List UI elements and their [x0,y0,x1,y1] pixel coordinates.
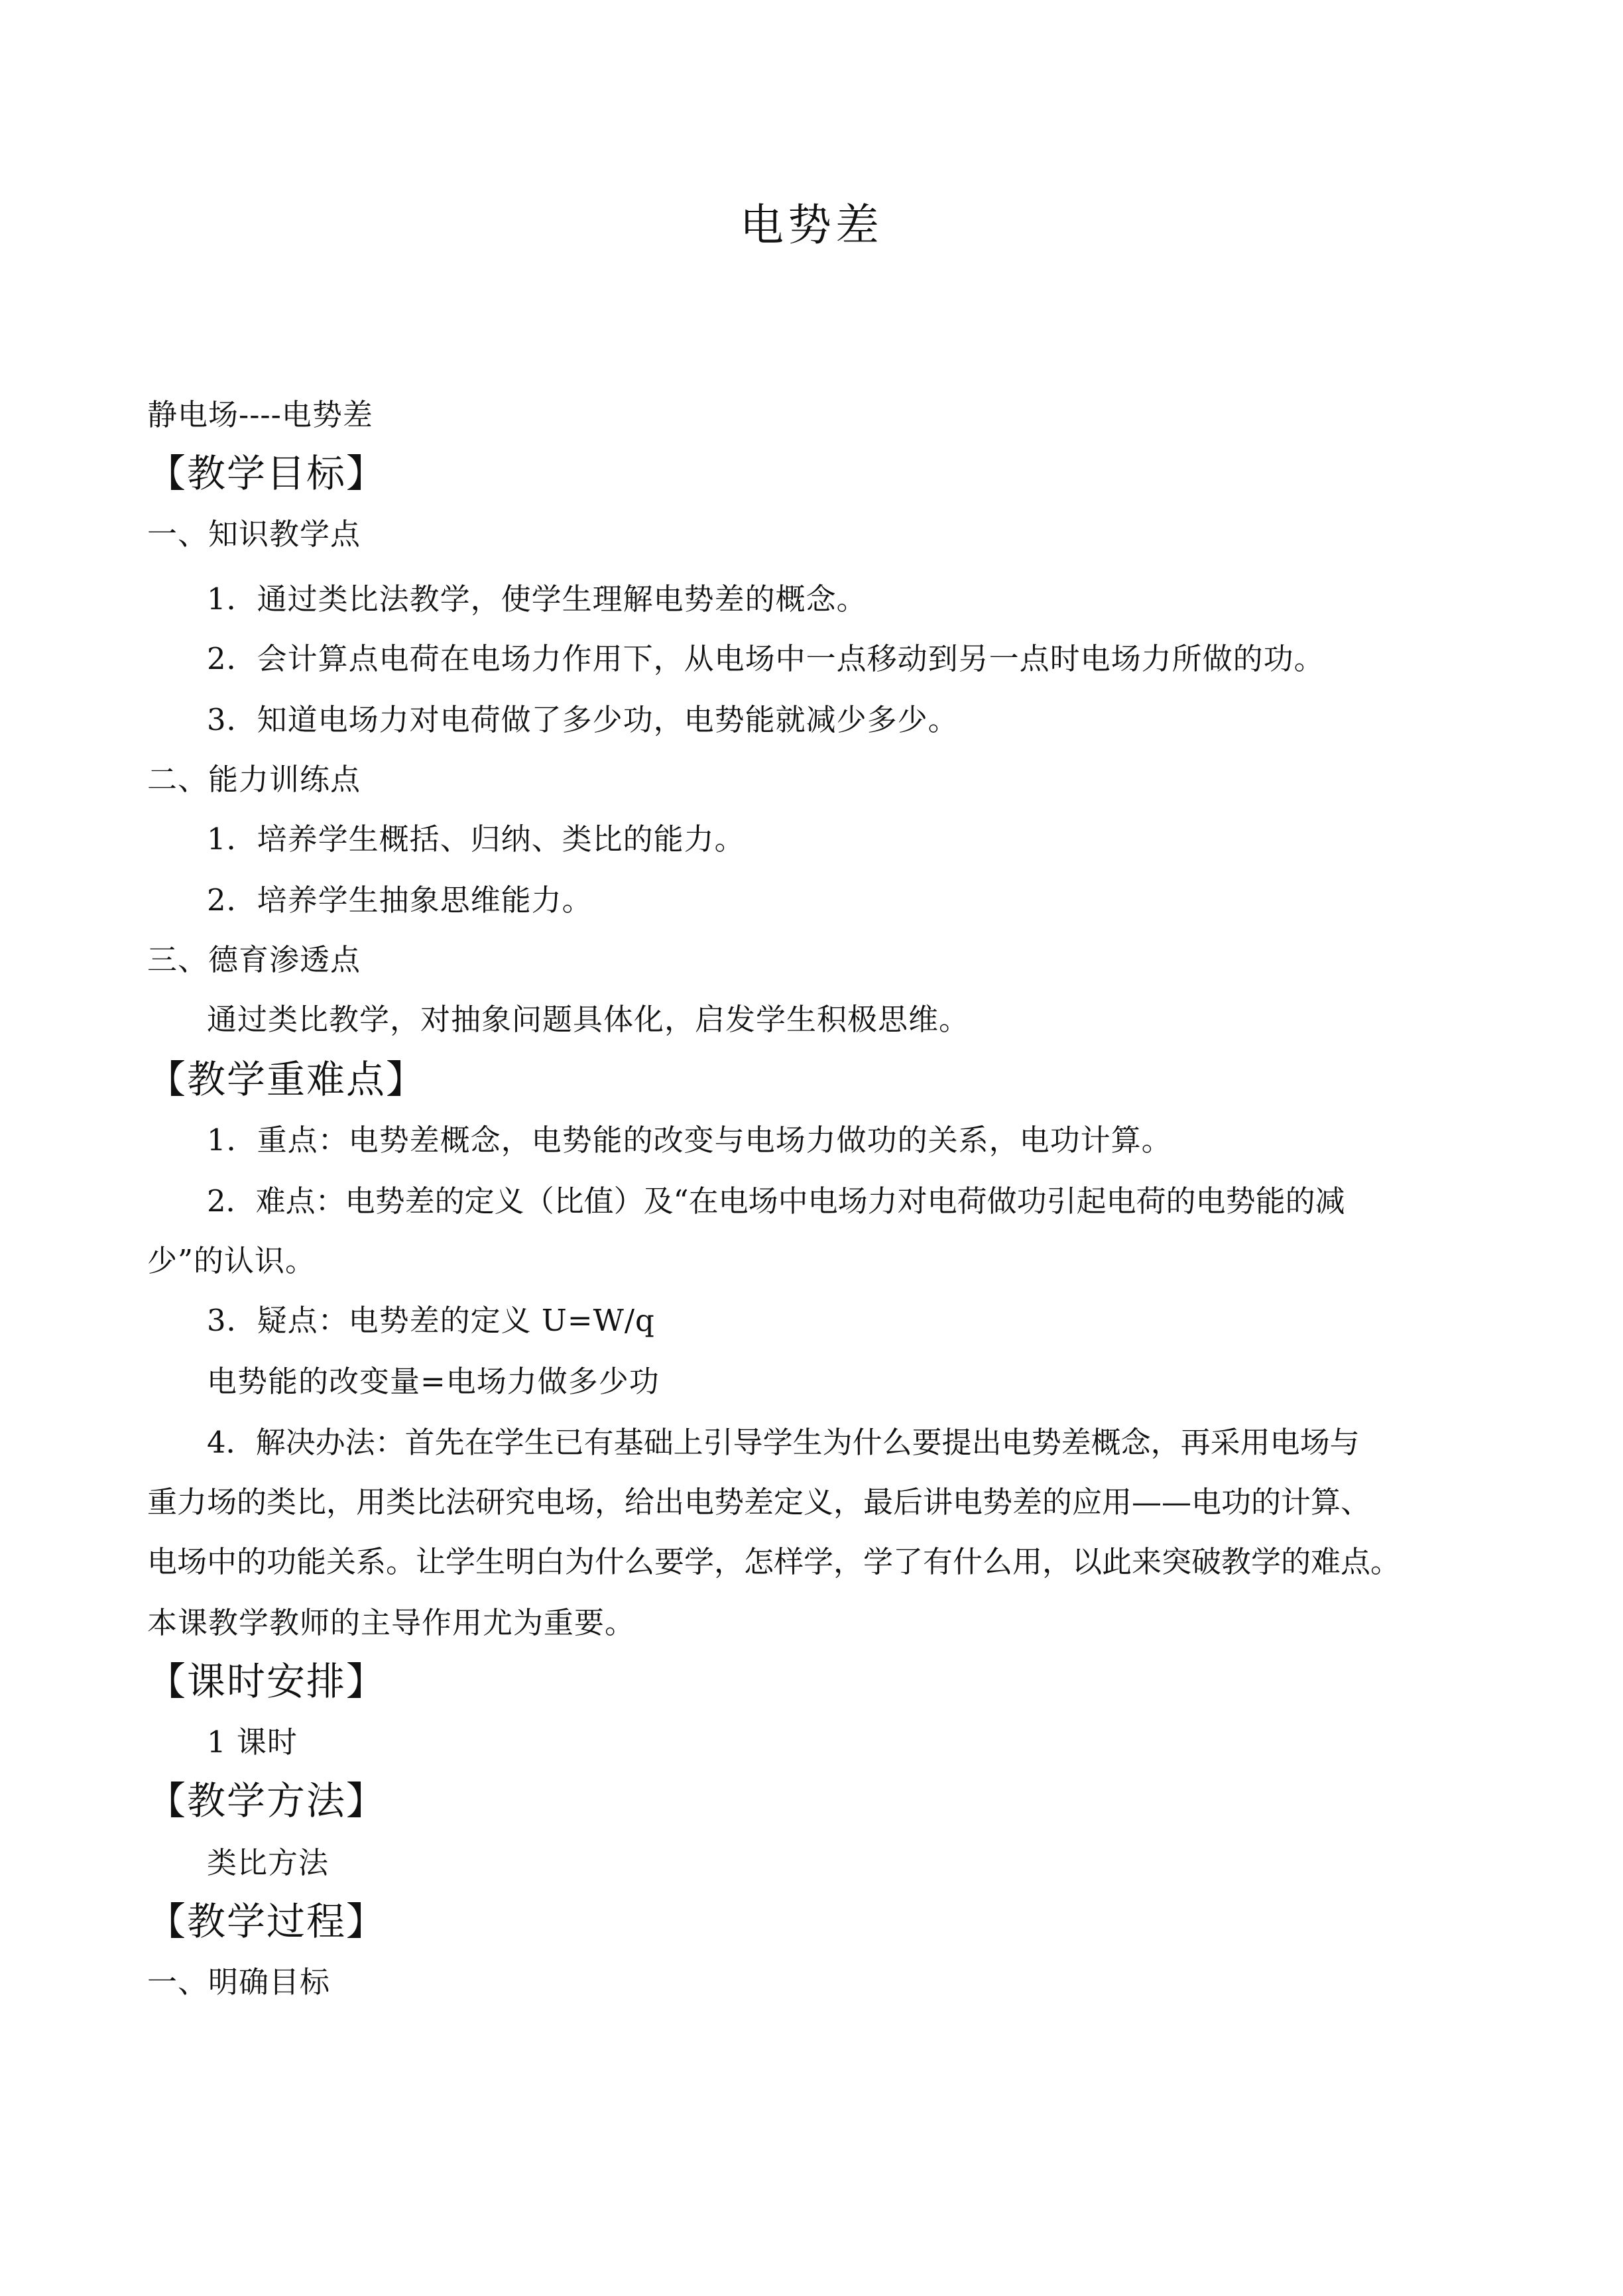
knowledge-item-3: 3．知道电场力对电荷做了多少功，电势能就减少多少。 [207,702,959,737]
key-point-item-4-line-2: 重力场的类比，用类比法研究电场，给出电势差定义，最后讲电势差的应用——电功的计算、 [147,1484,1371,1520]
moral-text: 通过类比教学，对抽象问题具体化，启发学生积极思维。 [207,1002,970,1037]
section-heading-objectives: 【教学目标】 [147,451,387,496]
ability-item-2: 2．培养学生抽象思维能力。 [207,882,593,918]
page-title: 电势差 [740,200,883,251]
ability-item-1: 1．培养学生概括、归纳、类比的能力。 [207,821,745,857]
schedule-text: 1 课时 [207,1724,298,1760]
subsection-heading-ability: 二、能力训练点 [147,762,361,797]
key-point-item-2-line-2: 少”的认识。 [147,1243,316,1278]
key-point-item-4-line-4: 本课教学教师的主导作用尤为重要。 [147,1605,636,1640]
key-point-item-4-line-1: 4．解决办法：首先在学生已有基础上引导学生为什么要提出电势差概念，再采用电场与 [207,1425,1360,1460]
section-heading-key-points: 【教学重难点】 [147,1057,426,1102]
key-point-item-3-sub: 电势能的改变量=电场力做多少功 [207,1364,660,1399]
section-heading-schedule: 【课时安排】 [147,1659,387,1704]
key-point-item-4-line-3: 电场中的功能关系。让学生明白为什么要学，怎样学，学了有什么用，以此来突破教学的难点。 [147,1544,1401,1579]
subsection-heading-moral: 三、德育渗透点 [147,942,361,977]
subsection-heading-knowledge: 一、知识教学点 [147,516,361,552]
process-step-1: 一、明确目标 [147,1964,331,2000]
section-heading-method: 【教学方法】 [147,1778,387,1823]
method-text: 类比方法 [207,1845,330,1880]
key-point-item-2-line-1: 2．难点：电势差的定义（比值）及“在电场中电场力对电荷做功引起电荷的电势能的减 [207,1183,1345,1219]
key-point-item-1: 1．重点：电势差概念，电势能的改变与电场力做功的关系，电功计算。 [207,1122,1172,1158]
knowledge-item-1: 1．通过类比法教学，使学生理解电势差的概念。 [207,581,867,617]
knowledge-item-2: 2．会计算点电荷在电场力作用下，从电场中一点移动到另一点时电场力所做的功。 [207,641,1325,676]
subtitle: 静电场----电势差 [147,397,373,432]
key-point-item-3: 3．疑点：电势差的定义 U=W/q [207,1303,655,1338]
section-heading-process: 【教学过程】 [147,1899,387,1944]
